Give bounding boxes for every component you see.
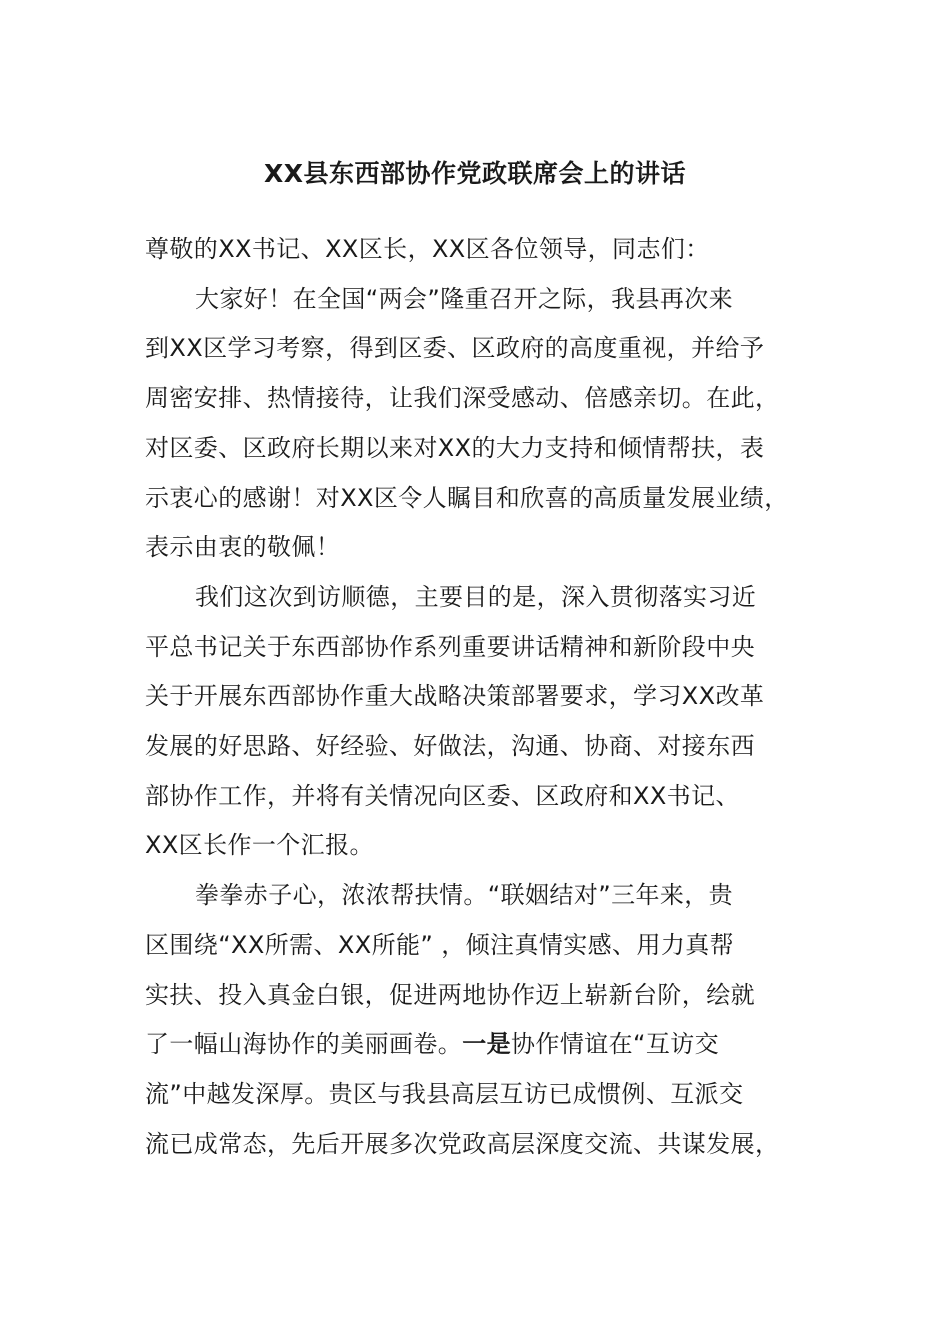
body-line: 我们这次到访顺德，主要目的是，深入贯彻落实习近 bbox=[195, 582, 757, 611]
document-body bbox=[145, 225, 835, 1169]
body-line: 示衷心的感谢！对XX区令人瞩目和欣喜的高质量发展业绩， bbox=[145, 483, 789, 512]
body-line: 平总书记关于东西部协作系列重要讲话精神和新阶段中央 bbox=[145, 632, 755, 661]
body-line: 流”中越发深厚。贵区与我县高层互访已成惯例、互派交 bbox=[145, 1079, 744, 1108]
body-line: 表示由衷的敬佩！ bbox=[145, 533, 341, 562]
document-title: XX县东西部协作党政联席会上的讲话 bbox=[263, 159, 687, 188]
body-line-mixed bbox=[145, 1020, 835, 1070]
body-line: 发展的好思路、好经验、好做法，沟通、协商、对接东西 bbox=[145, 732, 755, 761]
body-line: 尊敬的XX书记、XX区长，XX区各位领导，同志们： bbox=[145, 235, 710, 263]
body-line: 流已成常态，先后开展多次党政高层深度交流、共谋发展， bbox=[145, 1129, 780, 1158]
body-line: 拳拳赤子心，浓浓帮扶情。“联姻结对”三年来，贵 bbox=[195, 881, 734, 910]
body-line: 部协作工作，并将有关情况向区委、区政府和XX书记、 bbox=[145, 781, 740, 810]
body-line: 大家好！在全国“两会”隆重召开之际，我县再次来 bbox=[195, 284, 734, 313]
body-line: 周密安排、热情接待，让我们深受感动、倍感亲切。在此， bbox=[145, 384, 780, 413]
body-line: 区围绕“XX所需、XX所能” ，倾注真情实感、用力真帮 bbox=[145, 930, 735, 959]
body-line-segment: 了一幅山海协作的美丽画卷。 bbox=[145, 1030, 463, 1059]
body-line: XX区长作一个汇报。 bbox=[145, 831, 374, 860]
body-line: 关于开展东西部协作重大战略决策部署要求，学习XX改革 bbox=[145, 682, 765, 711]
body-line: 到XX区学习考察，得到区委、区政府的高度重视，并给予 bbox=[145, 334, 765, 363]
body-line-segment: 协作情谊在“互访交 bbox=[511, 1030, 720, 1059]
emphasis-marker: 一是 bbox=[462, 1030, 512, 1059]
body-line: 对区委、区政府长期以来对XX的大力支持和倾情帮扶，表 bbox=[145, 433, 765, 462]
body-line: 实扶、投入真金白银，促进两地协作迈上崭新台阶，绘就 bbox=[145, 980, 755, 1009]
